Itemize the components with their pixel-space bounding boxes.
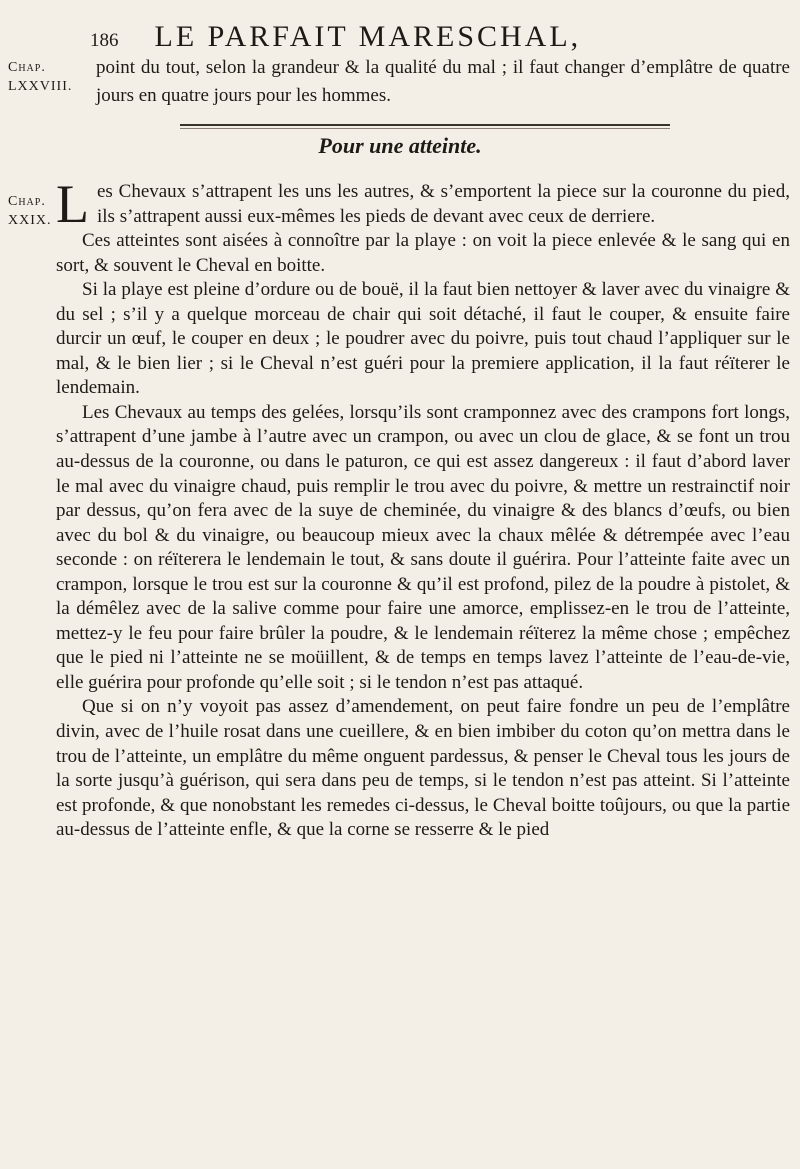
margin-note-number: XXIX. bbox=[8, 213, 52, 228]
section-divider bbox=[180, 124, 670, 126]
margin-note-chap: Chap. bbox=[8, 194, 46, 209]
paragraph: Ces atteintes sont aisées à connoître par la playe : on voit la piece enlevée & le sang qui en sort, & souvent le Cheval en boitte. bbox=[56, 230, 790, 276]
section-divider-thin bbox=[180, 128, 670, 129]
continuation-text: point du tout, selon la grandeur & la qualité du mal ; il faut changer d’emplâtre de quatre jours en quatre jours pour les hommes. bbox=[96, 57, 790, 106]
margin-note-chapter bbox=[8, 192, 52, 230]
page-number: 186 bbox=[90, 30, 119, 51]
margin-note-number: LXXVIII. bbox=[8, 79, 73, 94]
margin-note-chapter bbox=[8, 58, 72, 96]
section-title: Pour une atteinte. bbox=[318, 133, 482, 158]
paragraph: Si la playe est pleine d’ordure ou de bouë, il la faut bien nettoyer & laver avec du vinaigre & du sel ; s’il y a quelque morceau de chair qui soit détaché, il faut le couper, & ensuite faire durcir un œuf, le couper en deux ; le poudrer avec du poivre, puis tout chaud l’appliquer sur le mal, & le bien lier ; si le Cheval n’est guéri pour la premiere application, il la faut réïterer le lendemain. bbox=[56, 279, 790, 399]
paragraph: Les Chevaux au temps des gelées, lorsqu’ils sont cramponnez avec des crampons fort longs, s’attrapent d’une jambe à l’autre avec un crampon, ou avec un clou de glace, & se font un trou au-dessus de la couronne, ou dans le paturon, ce qui est assez dangereux : il faut d’abord laver le mal avec du vinaigre chaud, puis remplir le trou avec du poivre, & mettre un restrainctif noir par dessus, qu’on fera avec de la suye de cheminée, du vinaigre & des blancs d’œufs, ou bien avec du bol & du vinaigre, ou beaucoup mieux avec la chaux mêlée & détrempée avec l’eau seconde : on réïterera le lendemain le tout, & sans doute il guérira. Pour l’atteinte faite avec un crampon, lorsque le trou est sur la couronne & qu’il est profond, pilez de la poudre à pistolet, & la démêlez avec de la salive comme pour faire une amorce, emplissez-en le trou de l’atteinte, mettez-y le feu pour faire brûler la poudre, & le lendemain réïterez la même chose ; empêchez que le pied ni l’atteinte ne se moüillent, & de temps en temps lavez l’atteinte de l’eau-de-vie, elle guérira pour profonde qu’elle soit ; si le tendon n’est pas attaqué. bbox=[56, 401, 790, 693]
page-header bbox=[90, 20, 790, 54]
paragraph bbox=[56, 174, 790, 234]
paragraph-text: es Chevaux s’attrapent les uns les autres, & s’emportent la piece sur la couronne du pied, ils s’attrapent aussi eux-mêmes les pieds de devant avec ceux de derriere. bbox=[97, 181, 790, 227]
margin-note-chap: Chap. bbox=[8, 60, 46, 75]
paragraph: Que si on n’y voyoit pas assez d’amendement, on peut faire fondre un peu de l’emplâtre divin, avec de l’huile rosat dans une cueillere, & en bien imbiber du coton qu’on mettra dans le trou de l’atteinte, un emplâtre du même onguent pardessus, & penser le Cheval tous les jours de la sorte jusqu’à guérison, qui sera dans peu de temps, si le tendon n’est pas atteint. Si l’atteinte est profonde, & que nonobstant les remedes ci-dessus, le Cheval boitte toûjours, ou que la partie au-dessus de l’atteinte enfle, & que la corne se resserre & le pied bbox=[56, 696, 790, 841]
drop-cap: L bbox=[56, 174, 89, 234]
body-text bbox=[56, 174, 790, 843]
running-head: LE PARFAIT MARESCHAL, bbox=[154, 20, 582, 53]
